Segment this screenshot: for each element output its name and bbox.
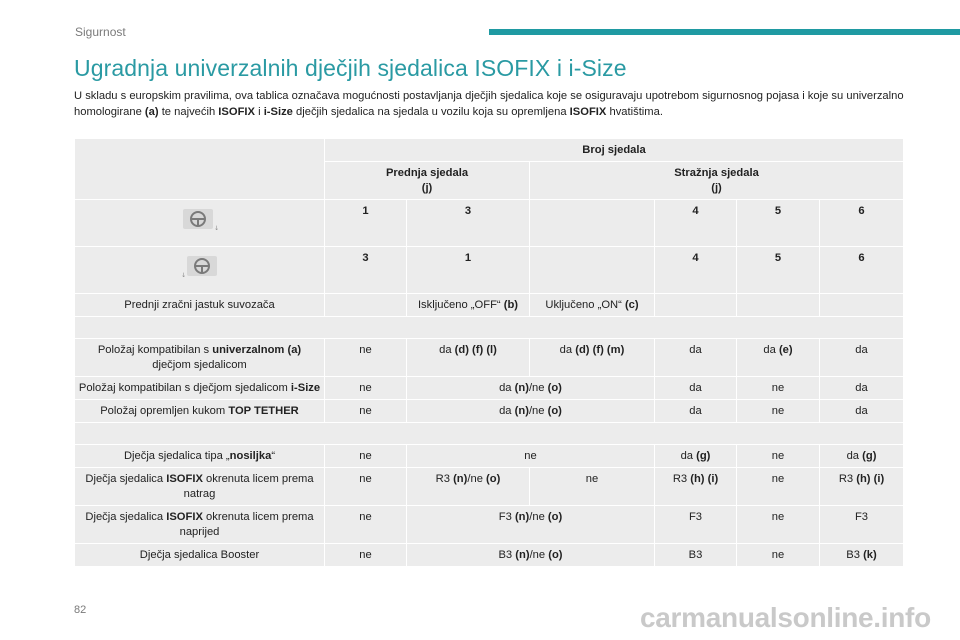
spacer-row (75, 317, 904, 339)
table-row (75, 400, 904, 423)
table-cell: ne (737, 468, 820, 506)
svg-text:↓: ↓ (180, 272, 186, 279)
table-cell: F3 (n)/ne (o) (407, 506, 655, 544)
table-cell: 6 (820, 247, 904, 294)
table-cell: F3 (820, 506, 904, 544)
row-label: Položaj kompatibilan s dječjom sjedalicom i-Size (75, 377, 325, 400)
row-label: Dječja sjedalica ISOFIX okrenuta licem prema natrag (75, 468, 325, 506)
table-cell: 3 (407, 200, 530, 247)
header-empty-cell (75, 139, 325, 200)
table-cell: 1 (325, 200, 407, 247)
rear-seats-header: Stražnja sjedala (j) (530, 162, 904, 200)
table-cell: da (820, 400, 904, 423)
spacer-cell (75, 423, 904, 445)
steering-wheel-left-icon (181, 208, 219, 232)
table-cell: ne (407, 445, 655, 468)
table-cell: ne (325, 377, 407, 400)
table-cell: da (655, 377, 737, 400)
table-cell: ne (325, 339, 407, 377)
page-title: Ugradnja univerzalnih dječjih sjedalica ISOFIX i i-Size (74, 55, 627, 81)
table-cell: ne (737, 544, 820, 567)
table-cell: da (d) (f) (m) (530, 339, 655, 377)
table-cell: ne (737, 506, 820, 544)
spacer-row (75, 423, 904, 445)
table-cell: 4 (655, 247, 737, 294)
row-label: Dječja sjedalica ISOFIX okrenuta licem prema naprijed (75, 506, 325, 544)
table-cell: B3 (n)/ne (o) (407, 544, 655, 567)
table-cell: B3 (k) (820, 544, 904, 567)
airbag-row (75, 294, 904, 317)
airbag-on-cell: Uključeno „ON“ (c) (530, 294, 655, 317)
table-cell: 6 (820, 200, 904, 247)
table-cell: da (655, 400, 737, 423)
spacer-cell (75, 317, 904, 339)
table-cell: da (820, 339, 904, 377)
svg-text:↓: ↓ (213, 225, 219, 232)
table-cell: da (g) (820, 445, 904, 468)
table-row (75, 377, 904, 400)
table-cell: da (d) (f) (l) (407, 339, 530, 377)
steering-wheel-right-icon (181, 255, 219, 279)
table-cell: ne (325, 544, 407, 567)
table-row (75, 544, 904, 567)
table-cell: ne (325, 445, 407, 468)
table-cell (325, 294, 407, 317)
table-row (75, 468, 904, 506)
table-cell: 4 (655, 200, 737, 247)
table-cell: R3 (n)/ne (o) (407, 468, 530, 506)
table-cell (655, 294, 737, 317)
table-cell: ne (737, 400, 820, 423)
row-label: Dječja sjedalica Booster (75, 544, 325, 567)
table-header-row (75, 139, 904, 162)
table-row (75, 200, 904, 247)
table-cell: da (n)/ne (o) (407, 400, 655, 423)
table-cell: da (g) (655, 445, 737, 468)
rhd-icon-cell (75, 247, 325, 294)
watermark: carmanualsonline.info (640, 602, 931, 633)
seat-number-header: Broj sjedala (325, 139, 904, 162)
table-cell: B3 (655, 544, 737, 567)
airbag-off-cell: Isključeno „OFF“ (b) (407, 294, 530, 317)
table-cell: F3 (655, 506, 737, 544)
table-row (75, 247, 904, 294)
table-cell: da (820, 377, 904, 400)
page-number: 82 (74, 604, 87, 616)
table-row (75, 506, 904, 544)
row-label: Položaj opremljen kukom TOP TETHER (75, 400, 325, 423)
table-row (75, 445, 904, 468)
table-cell: ne (737, 445, 820, 468)
section-label: Sigurnost (75, 25, 126, 39)
table-cell: R3 (h) (i) (655, 468, 737, 506)
table-cell: ne (737, 377, 820, 400)
intro-paragraph: U skladu s europskim pravilima, ova tablica označava mogućnosti postavljanja dječjih sjedalica koje se osiguravaju upotrebom sigurnosnog pojasa i koje su univerzalno homologirane (a) te najvećih ISOFIX i i-Size dječjih sjedalica na sjedala u vozilu koja su opremljena ISOFIX hvatištima. (74, 90, 904, 118)
table-cell: ne (325, 506, 407, 544)
table-cell: da (655, 339, 737, 377)
table-cell: ne (325, 400, 407, 423)
front-seats-header: Prednja sjedala (j) (325, 162, 530, 200)
table-cell: R3 (h) (i) (820, 468, 904, 506)
lhd-icon-cell (75, 200, 325, 247)
header-accent-bar (489, 29, 960, 35)
row-label: Dječja sjedalica tipa „nosiljka“ (75, 445, 325, 468)
row-label: Položaj kompatibilan s univerzalnom (a) dječjom sjedalicom (75, 339, 325, 377)
table-cell: ne (530, 468, 655, 506)
table-cell: 5 (737, 247, 820, 294)
table-cell: 5 (737, 200, 820, 247)
table-cell: 1 (407, 247, 530, 294)
table-cell: da (e) (737, 339, 820, 377)
row-label: Prednji zračni jastuk suvozača (75, 294, 325, 317)
table-cell (737, 294, 820, 317)
table-cell (530, 247, 655, 294)
isofix-table (74, 138, 904, 567)
table-cell (820, 294, 904, 317)
table-cell (530, 200, 655, 247)
table-cell: 3 (325, 247, 407, 294)
table-cell: da (n)/ne (o) (407, 377, 655, 400)
table-row (75, 339, 904, 377)
table-cell: ne (325, 468, 407, 506)
